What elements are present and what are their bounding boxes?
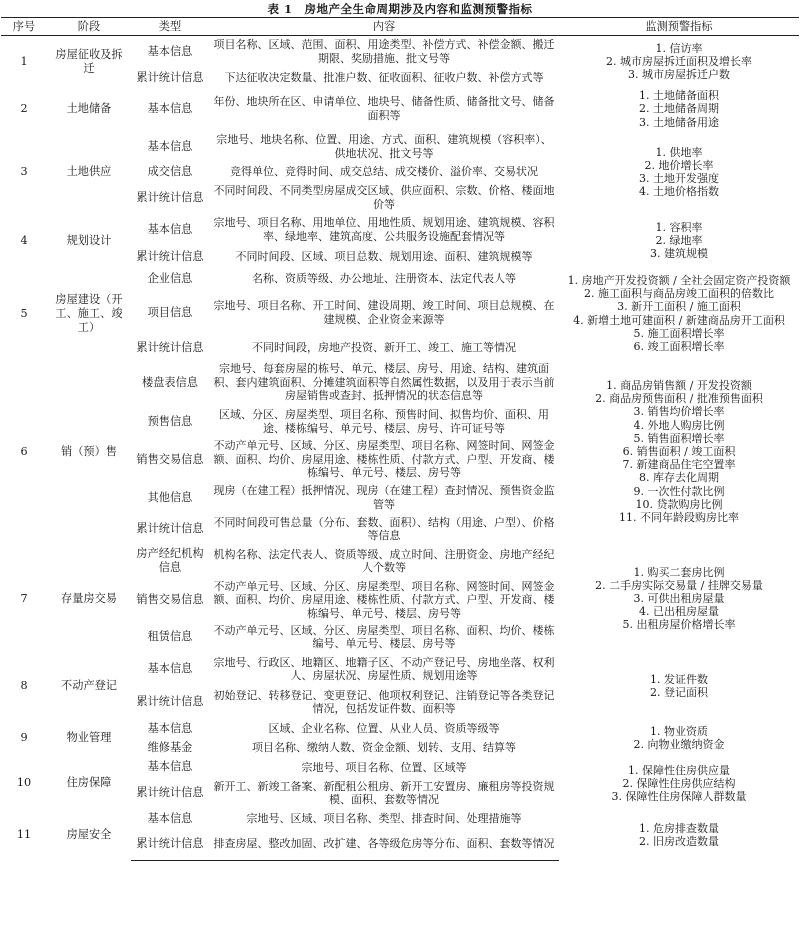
indicator-item: 2. 保障性住房供应结构 [622, 776, 736, 790]
row-number: 4 [20, 233, 28, 247]
content-cell: 下达征收决定数量、批准户数、征收面积、征收户数、补偿方式等 [224, 70, 544, 84]
indicators-cell [559, 719, 799, 757]
content-cell: 不同时间段、区域、项目总数、规划用途、面积、建筑规模等 [235, 249, 533, 263]
content-cell: 排查房屋、整改加固、改扩建、各等级危房等分布、面积、套数等情况 [209, 828, 559, 860]
content-cell: 不动产单元号、区域、分区、房屋类型、项目名称、网签时间、网签金额、面积、均价、房屋用途、楼栋性质、付款方式、户型、开发商、楼栋编号、单元号、楼层、房号等 [213, 439, 555, 480]
indicator-item: 3. 销售均价增长率 [633, 405, 725, 419]
table-caption: 表 1 房地产全生命周期涉及内容和监测预警指标 [267, 2, 533, 16]
content-cell: 宗地号、项目名称、用地单位、用地性质、规划用途、建筑规模、容积率、绿地率、建筑高度、公共服务设施配套情况等 [213, 215, 555, 243]
indicator-item: 2. 施工面积与商品房竣工面积的倍数比 [584, 287, 774, 301]
type-cell: 基本信息 [147, 760, 193, 774]
indicator-item: 2. 绿地率 [655, 233, 703, 247]
indicators-cell [559, 131, 799, 214]
indicator-item: 1. 发证件数 [650, 673, 708, 687]
indicator-item: 1. 容积率 [655, 220, 703, 234]
content-cell: 竞得单位、竞得时间、成交总结、成交楼价、溢价率、交易状况 [230, 165, 538, 179]
stage-cell: 物业管理 [66, 731, 112, 745]
table-header-row [1, 18, 799, 36]
type-cell: 基本信息 [147, 102, 193, 115]
indicator-item: 11. 不同年龄段购房比率 [619, 511, 739, 524]
indicator-item: 2. 城市房屋拆迁面积及增长率 [606, 55, 752, 69]
content-cell: 项目名称、缴纳人数、资金金额、划转、支用、结算等 [252, 741, 516, 755]
indicator-item: 1. 房地产开发投资额 / 全社会固定资产投资额 [567, 273, 791, 287]
row-number: 3 [20, 165, 28, 178]
indicator-item: 5. 施工面积增长率 [633, 326, 725, 340]
content-cell: 初始登记、转移登记、变更登记、他项权利登记、注销登记等各类登记情况，包括发证件数、面积等 [213, 688, 555, 716]
table-row [1, 268, 799, 290]
type-cell: 基本信息 [147, 721, 193, 735]
content-cell: 项目名称、区域、范围、面积、用途类型、补偿方式、补偿金额、搬迁期限、奖励措施、批文号等 [213, 38, 555, 65]
stage-cell: 不动产登记 [61, 679, 117, 693]
content-cell: 宗地号、行政区、地籍区、地籍子区、不动产登记号、房地坐落、权利人、房屋状况、房屋性质、规划用途等 [213, 655, 555, 683]
stage-cell: 销（预）售 [61, 444, 117, 458]
indicator-item: 6. 销售面积 / 竣工面积 [622, 444, 736, 458]
indicators-cell [559, 88, 799, 131]
indicator-item: 1. 土地储备面积 [639, 89, 719, 103]
indicator-item: 3. 保障性住房保障人群数量 [611, 790, 747, 804]
row-number: 6 [20, 444, 28, 458]
indicator-item: 1. 危房排查数量 [639, 821, 719, 835]
indicator-item: 1. 购买二套房比例 [633, 565, 725, 579]
type-cell: 累计统计信息 [136, 249, 204, 263]
stage-cell: 房屋征收及拆迁 [55, 47, 123, 75]
content-cell: 不动产单元号、区域、分区、房屋类型、项目名称、面积、均价、楼栋编号、单元号、楼层、房号等 [213, 623, 555, 651]
content-cell: 名称、资质等级、办公地址、注册资本、法定代表人等 [252, 271, 516, 285]
content-cell: 新开工、新竣工备案、新配租公租房、新开工安置房、廉租房等投资规模、面积、套数等情况 [213, 779, 555, 807]
type-cell: 销售交易信息 [136, 593, 204, 607]
indicator-item: 4. 外地人购房比例 [633, 418, 725, 432]
stage-cell: 房屋安全 [66, 827, 112, 841]
indicator-item: 3. 可供出租房屋量 [633, 591, 725, 605]
indicators-cell [559, 36, 799, 88]
type-cell: 累计统计信息 [136, 522, 204, 536]
table-row [1, 653, 799, 685]
content-cell: 宗地号、区域、项目名称、类型、排查时间、处理措施等 [246, 812, 522, 826]
indicator-item: 3. 土地储备用途 [639, 115, 719, 129]
type-cell: 企业信息 [147, 271, 193, 285]
table-row [1, 544, 799, 579]
type-cell: 基本信息 [147, 139, 193, 153]
header-type: 类型 [131, 18, 209, 36]
indicator-item: 8. 库存去化周期 [639, 471, 719, 485]
indicator-item: 4. 已出租房屋量 [639, 605, 719, 619]
indicator-item: 2. 土地储备周期 [639, 102, 719, 116]
indicators-cell [559, 360, 799, 544]
monitoring-table [1, 17, 799, 861]
indicator-item: 2. 向物业缴纳资金 [633, 738, 725, 752]
type-cell: 累计统计信息 [136, 786, 204, 800]
type-cell: 基本信息 [147, 44, 193, 58]
type-cell: 基本信息 [147, 811, 193, 825]
indicator-item: 2. 二手房实际交易量 / 挂牌交易量 [595, 578, 763, 592]
type-cell: 租赁信息 [147, 630, 193, 644]
header-content: 内容 [209, 18, 559, 36]
row-number: 2 [20, 102, 28, 115]
indicators-cell [559, 809, 799, 860]
indicator-item: 6. 竣工面积增长率 [633, 339, 725, 353]
indicator-item: 2. 登记面积 [650, 686, 708, 700]
type-cell: 基本信息 [147, 662, 193, 676]
content-cell: 不同时间段可售总量（分布、套数、面积）、结构（用途、户型）、价格等信息 [213, 515, 555, 543]
type-cell: 预售信息 [147, 414, 193, 428]
table-row [1, 809, 799, 828]
table-row [1, 88, 799, 131]
content-cell: 区域、分区、房屋类型、项目名称、预售时间、拟售均价、面积、用途、楼栋编号、单元号、楼层、房号、许可证号等 [219, 407, 549, 435]
indicator-item: 10. 贷款购房比例 [635, 497, 723, 511]
indicators-cell [559, 214, 799, 268]
content-cell: 宗地号、地块名称、位置、用途、方式、面积、建筑规模（容积率）、供地状况、批文号等 [216, 132, 552, 160]
indicator-item: 2. 商品房预售面积 / 批准预售面积 [595, 392, 763, 406]
type-cell: 项目信息 [147, 305, 193, 319]
stage-cell: 规划设计 [66, 233, 112, 247]
row-number: 1 [20, 54, 28, 68]
type-cell: 成交信息 [147, 165, 193, 178]
row-number: 8 [20, 679, 28, 693]
indicators-cell [559, 653, 799, 719]
indicator-item: 1. 物业资质 [650, 725, 708, 739]
row-number: 10 [16, 776, 32, 790]
indicator-item: 4. 新增土地可建面积 / 新建商品房开工面积 [573, 313, 785, 327]
header-indicators: 监测预警指标 [559, 18, 799, 36]
indicator-item: 2. 地价增长率 [644, 158, 714, 172]
header-stage: 阶段 [47, 18, 131, 36]
row-number: 11 [16, 827, 32, 841]
content-cell: 不同时间段、不同类型房屋成交区域、供应面积、宗数、价格、楼面地价等 [213, 183, 555, 211]
table-row [1, 719, 799, 738]
type-cell: 楼盘表信息 [142, 375, 198, 389]
indicator-item: 4. 土地价格指数 [639, 185, 719, 199]
table-row [1, 131, 799, 163]
type-cell: 维修基金 [147, 740, 193, 754]
type-cell: 累计统计信息 [136, 190, 204, 204]
indicator-item: 1. 商品房销售额 / 开发投资额 [606, 378, 752, 392]
content-cell: 区域、企业名称、位置、从业人员、资质等级等 [268, 722, 500, 736]
stage-cell: 土地供应 [66, 165, 112, 178]
type-cell: 累计统计信息 [136, 340, 204, 354]
indicator-item: 5. 出租房屋价格增长率 [622, 618, 736, 632]
indicator-item: 1. 信访率 [655, 41, 703, 55]
row-number: 9 [20, 731, 28, 745]
type-cell: 销售交易信息 [136, 452, 204, 466]
stage-cell: 存量房交易 [61, 591, 117, 605]
content-cell: 宗地号、项目名称、开工时间、建设周期、竣工时间、项目总规模、在建规模、企业资金来源等 [213, 298, 555, 326]
type-cell: 累计统计信息 [136, 695, 204, 709]
stage-cell: 房屋建设（开工、施工、竣工） [55, 292, 123, 334]
header-no: 序号 [1, 18, 47, 36]
content-cell: 机构名称、法定代表人、资质等级、成立时间、注册资金、房地产经纪人个数等 [213, 547, 555, 575]
indicator-item: 3. 建筑规模 [650, 247, 708, 261]
table-row [1, 36, 799, 68]
indicator-item: 9. 一次性付款比例 [633, 484, 725, 498]
table-row [1, 757, 799, 777]
table-body [1, 36, 799, 861]
content-cell: 年份、地块所在区、申请单位、地块号、储备性质、储备批文号、储备面积等 [213, 95, 555, 122]
content-cell: 现房（在建工程）抵押情况、现房（在建工程）查封情况、预售资金监管等 [213, 484, 555, 511]
type-cell: 房产经纪机构信息 [136, 547, 204, 575]
indicator-item: 2. 旧房改造数量 [639, 834, 719, 848]
content-cell: 不同时间段，房地产投资、新开工、竣工、施工等情况 [252, 340, 516, 354]
row-number: 5 [20, 306, 28, 320]
stage-cell: 土地储备 [66, 102, 112, 115]
content-cell: 宗地号、项目名称、位置、区域等 [301, 760, 467, 774]
indicators-cell [559, 757, 799, 809]
table-row [1, 214, 799, 246]
type-cell: 累计统计信息 [136, 70, 204, 84]
type-cell: 基本信息 [147, 222, 193, 236]
indicator-item: 1. 保障性住房供应量 [628, 763, 730, 777]
row-number: 7 [20, 591, 28, 605]
stage-cell: 住房保障 [66, 776, 112, 790]
table-row [1, 360, 799, 406]
type-cell: 其他信息 [147, 491, 193, 504]
indicator-item: 3. 新开工面积 / 施工面积 [617, 300, 741, 314]
indicator-item: 7. 新建商品住宅空置率 [622, 458, 736, 472]
indicator-item: 1. 供地率 [655, 145, 703, 159]
content-cell: 宗地号、每套房屋的栋号、单元、楼层、房号、用途、结构、建筑面积、套内建筑面积、分摊建筑面积等自然属性数据，以及用于表示当前房屋销售或查封、抵押情况的状态信息等 [213, 362, 555, 403]
indicators-cell [559, 268, 799, 360]
indicators-cell [559, 544, 799, 654]
indicator-item: 3. 城市房屋拆迁户数 [628, 68, 730, 82]
indicator-item: 5. 销售面积增长率 [633, 431, 725, 445]
indicator-item: 3. 土地开发强度 [639, 172, 719, 185]
content-cell: 不动产单元号、区域、分区、房屋类型、项目名称、网签时间、网签金额、面积、均价、房屋用途、楼栋性质、付款方式、户型、开发商、楼栋编号、单元号、楼层、房号等 [213, 579, 555, 620]
type-cell: 累计统计信息 [131, 828, 209, 860]
